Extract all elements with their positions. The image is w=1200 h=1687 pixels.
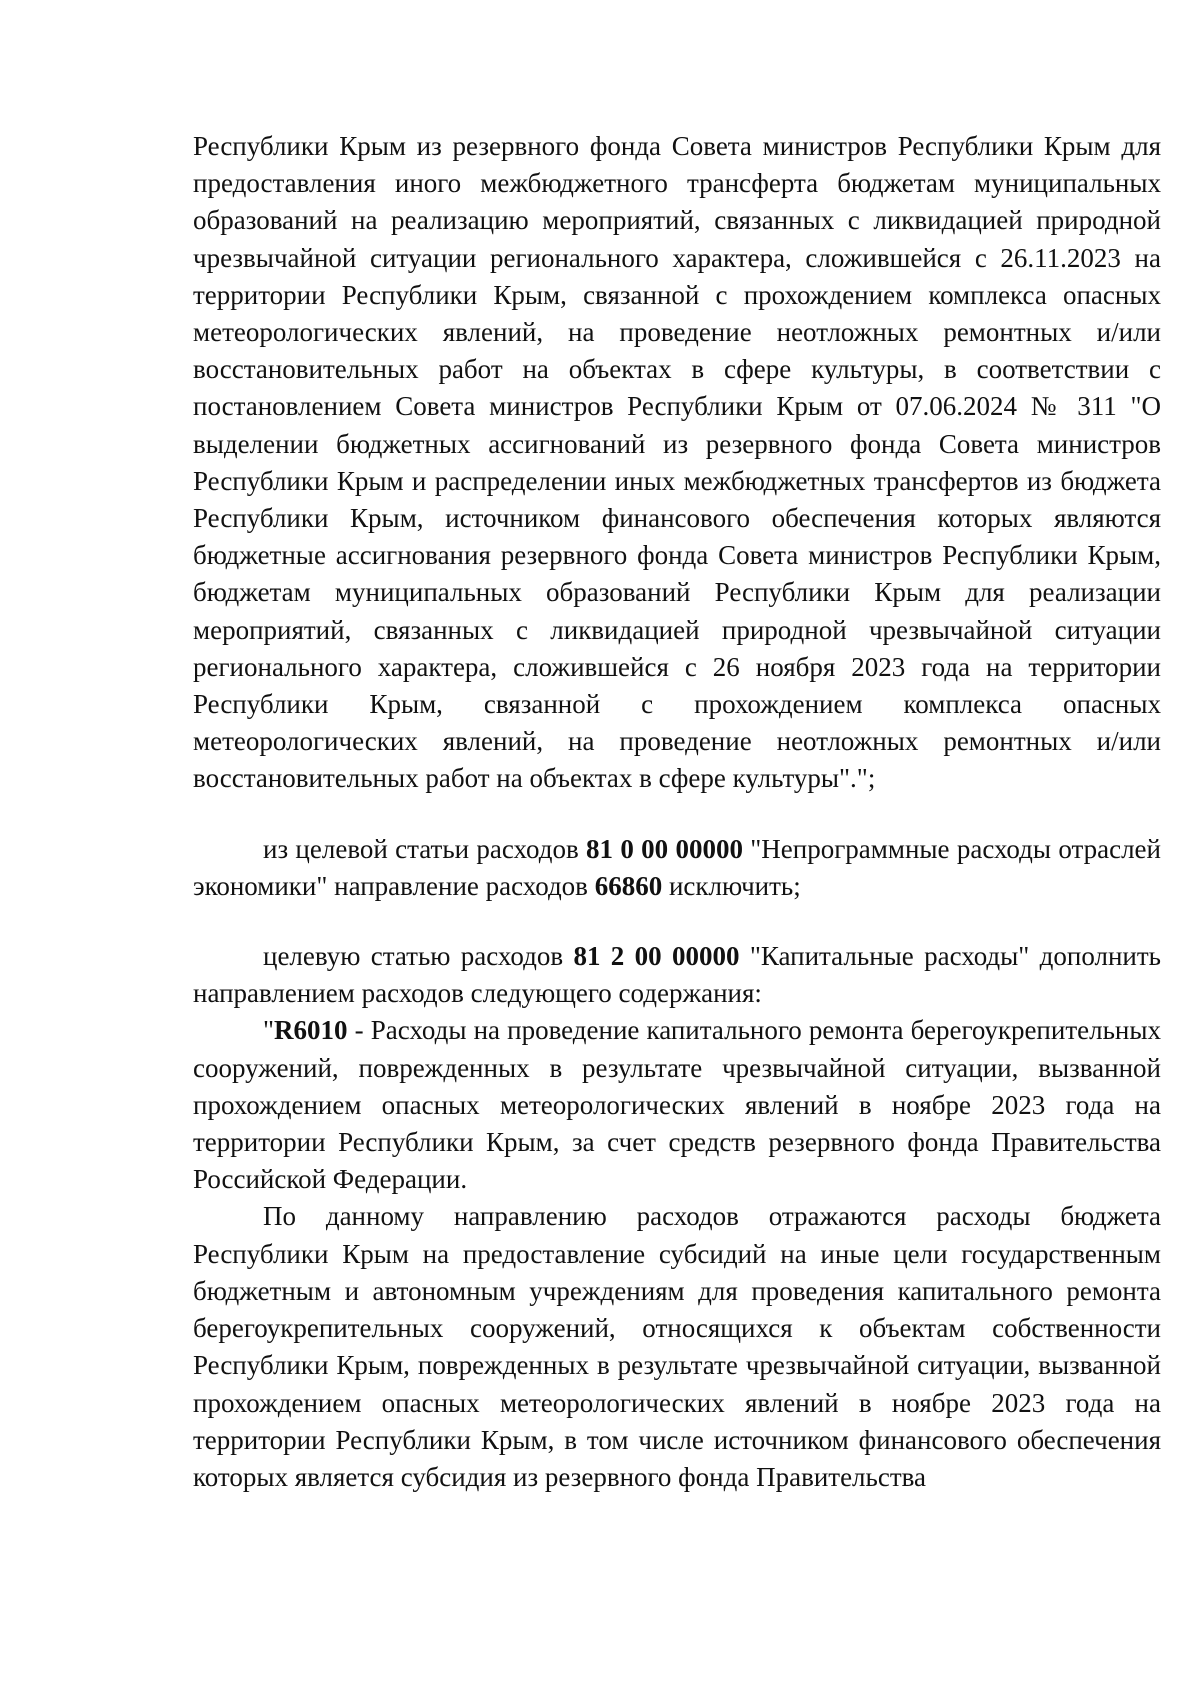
target-article-code: 81 2 00 00000 — [573, 941, 740, 972]
paragraph-text: из целевой статьи расходов — [263, 833, 587, 864]
quote-mark: " — [263, 1015, 275, 1046]
paragraph-continuation: Республики Крым из резервного фонда Совета министров Республики Крым для предоставления иного межбюджетного трансферта бюджетам муниципальных образований на реализацию мероприятий, связанных с ликвидацией природной чрезвычайной ситуации регионального характера, сложившейся с 26.11.2023 на территории Республики Крым, связанной с прохождением комплекса опасных метеорологических явлений, на проведение неотложных ремонтных и/или восстановительных работ на объектах в сфере культуры, в соответствии с постановлением Совета министров Республики Крым от 07.06.2024 № 311 "О выделении бюджетных ассигнований из резервного фонда Совета министров Республики Крым и распределении иных межбюджетных трансфертов из бюджета Республики Крым, источником финансового обеспечения которых являются бюджетные ассигнования резервного фонда Совета министров Республики Крым, бюджетам муниципальных образований Республики Крым для реализации мероприятий, связанных с ликвидацией природной чрезвычайной ситуации регионального характера, сложившейся с 26 ноября 2023 года на территории Республики Крым, связанной с прохождением комплекса опасных метеорологических явлений, на проведение неотложных ремонтных и/или восстановительных работ на объектах в сфере культуры"."; — [193, 131, 1161, 794]
document-page — [193, 128, 1161, 1496]
paragraph-add-direction — [193, 938, 1161, 1012]
expense-direction-code: R6010 — [274, 1015, 348, 1046]
paragraph-text: "Непрограммные расходы отраслей экономики" направление расходов — [193, 833, 1161, 901]
paragraph-text: целевую статью расходов — [263, 941, 574, 972]
paragraph-text: "Капитальные расходы" дополнить направлением расходов следующего содержания: — [193, 941, 1161, 1009]
paragraph-text: исключить; — [662, 870, 801, 901]
target-article-code: 81 0 00 00000 — [586, 833, 743, 864]
paragraph-text: - Расходы на проведение капитального ремонта берегоукрепительных сооружений, поврежденных в результате чрезвычайной ситуации, вызванной прохождением опасных метеорологических явлений в ноябре 2023 года на территории Республики Крым, за счет средств резервного фонда Правительства Российской Федерации. — [193, 1015, 1161, 1195]
expense-direction-code: 66860 — [594, 870, 663, 901]
paragraph-direction-description: По данному направлению расходов отражаются расходы бюджета Республики Крым на предоставление субсидий на иные цели государственным бюджетным и автономным учреждениям для проведения капитального ремонта берегоукрепительных сооружений, относящихся к объектам собственности Республики Крым, поврежденных в результате чрезвычайной ситуации, вызванной прохождением опасных метеорологических явлений в ноябре 2023 года на территории Республики Крым, в том числе источником финансового обеспечения которых является субсидия из резервного фонда Правительства — [193, 1201, 1161, 1492]
paragraph-new-direction — [193, 1012, 1161, 1198]
paragraph-exclude-direction — [193, 831, 1161, 905]
